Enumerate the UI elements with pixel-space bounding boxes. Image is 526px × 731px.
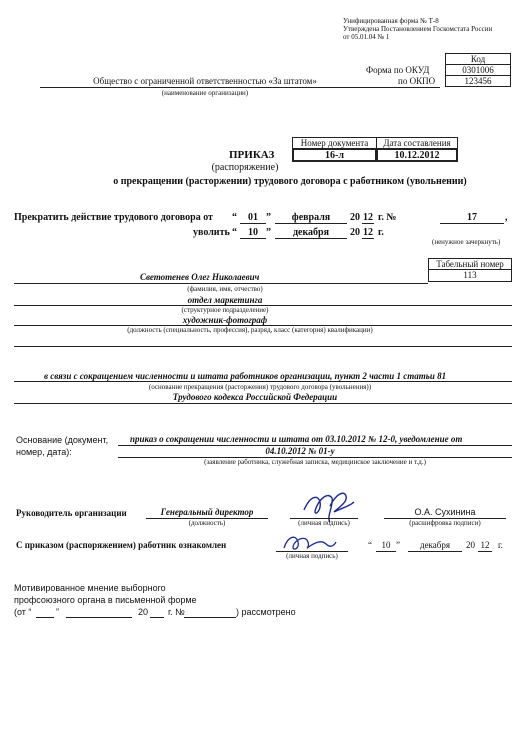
ack-yr-prefix: 20	[466, 540, 475, 550]
tabel-value: 113	[463, 270, 477, 280]
docnum-label: Номер документа	[300, 138, 369, 148]
comma: ,	[505, 212, 508, 223]
docdate-value-cell	[376, 148, 458, 162]
ack-open-quote: “	[368, 540, 372, 550]
union-line-1: Мотивированное мнение выборного	[14, 583, 166, 593]
okud-label: Форма по ОКУД	[366, 65, 430, 75]
employee-name-underline	[14, 283, 428, 284]
union-line-3-end: ) рассмотрено	[236, 607, 296, 617]
form-approval-date: от 05.01.04 № 1	[343, 33, 390, 41]
ack-year: 12	[480, 540, 490, 550]
head-name: О.А. Сухинина	[414, 507, 476, 517]
okpo-label: по ОКПО	[398, 76, 436, 86]
strike-caption: (ненужное зачеркнуть)	[432, 238, 501, 246]
union-month-blank	[66, 617, 132, 618]
ack-day-underline	[376, 551, 396, 552]
organization-caption: (наименование организации)	[161, 89, 249, 97]
okud-value: 0301006	[462, 65, 494, 75]
head-sign-caption: (личная подпись)	[298, 519, 350, 527]
basis-text-1: приказ о сокращении численности и штата от 03.10.2012 № 12-0, уведомление от	[130, 434, 463, 444]
union-year-blank	[150, 617, 164, 618]
basis-caption: (заявление работника, служебная записка, медицинское заключение и т.д.)	[204, 458, 426, 466]
basis-text-2: 04.10.2012 № 01-у	[265, 446, 335, 456]
kod-label: Код	[470, 54, 486, 64]
union-day-blank	[36, 617, 54, 618]
year1: 12	[363, 212, 373, 223]
docdate-value: 10.12.2012	[394, 150, 440, 161]
ack-close-quote: ”	[396, 540, 400, 550]
okpo-value: 123456	[464, 76, 492, 86]
ack-day: 10	[381, 540, 391, 550]
head-position: Генеральный директор	[160, 507, 254, 517]
subject-title: о прекращении (расторжении) трудового договора с работником (увольнении)	[113, 176, 467, 187]
reason-caption: (основание прекращения (расторжения) трудового договора (увольнения))	[148, 383, 372, 391]
open-quote-2: “	[232, 227, 237, 238]
yr-prefix-2: 20	[350, 227, 360, 238]
docnum-value: 16-л	[325, 150, 344, 161]
yr-prefix-1: 20	[350, 212, 360, 223]
prikaz-title: ПРИКАЗ	[229, 149, 275, 161]
year1-underline	[362, 223, 374, 224]
close-quote-1: ”	[266, 212, 271, 223]
reason-code: Трудового кодекса Российской Федерации	[172, 392, 338, 402]
ack-month: декабря	[419, 540, 451, 550]
ack-g: г.	[498, 540, 503, 550]
ack-month-underline	[408, 551, 462, 552]
head-name-caption: (расшифровка подписи)	[409, 519, 481, 527]
tabel-label: Табельный номер	[436, 259, 504, 269]
acquainted-label: С приказом (распоряжением) работник ознакомлен	[16, 540, 227, 550]
contract-number: 17	[467, 212, 477, 223]
form-header	[343, 17, 523, 41]
dismiss-label: уволить	[193, 227, 230, 238]
union-line-3-num: г. №	[168, 607, 185, 617]
reason-text: в связи с сокращением численности и штата работников организации, пункт 2 части 1 статьи 81	[44, 371, 447, 381]
close-quote-2: ”	[266, 227, 271, 238]
day2: 10	[248, 227, 258, 238]
tabel-value-cell	[428, 269, 512, 282]
form-number: Унифицированная форма № Т-8	[343, 17, 439, 25]
basis-label-2: номер, дата):	[16, 447, 72, 457]
open-quote-1: “	[232, 212, 237, 223]
day2-underline	[240, 238, 266, 239]
union-number-blank	[184, 617, 236, 618]
organization-underline	[40, 87, 440, 88]
day1: 01	[248, 212, 258, 223]
year2-underline	[362, 238, 374, 239]
rasp-title: (распоряжение)	[211, 162, 279, 173]
ack-sign-caption: (личная подпись)	[286, 552, 338, 560]
position-caption: (должность (специальность, профессия), разряд, класс (категория) квалификации)	[127, 326, 373, 334]
month2: декабря	[292, 227, 330, 238]
month1: февраля	[291, 212, 331, 223]
employee-name-caption: (фамилия, имя, отчество)	[187, 285, 263, 293]
organization-name: Общество с ограниченной ответственностью «За штатом»	[93, 76, 317, 86]
day1-underline	[240, 223, 266, 224]
reason-underline	[14, 381, 512, 382]
basis-label-1: Основание (документ,	[16, 435, 109, 445]
head-label: Руководитель организации	[16, 508, 127, 518]
employee-dept: отдел маркетинга	[187, 295, 263, 305]
dept-caption: (структурное подразделение)	[181, 306, 269, 314]
form-approval: Утверждена Постановлением Госкомстата России	[343, 25, 493, 33]
contract-number-underline	[440, 223, 504, 224]
docnum-value-cell	[292, 148, 377, 162]
union-line-3-year: 20	[138, 607, 149, 617]
union-line-3-quote: ”	[56, 607, 59, 617]
position-extra-line	[14, 346, 512, 347]
g-2: г.	[378, 227, 384, 238]
head-position-caption: (должность)	[188, 519, 226, 527]
terminate-label: Прекратить действие трудового договора от	[14, 212, 213, 223]
employee-name: Светотенев Олег Николаевич	[140, 272, 260, 282]
union-line-3-start: (от “	[14, 607, 32, 617]
ack-year-underline	[478, 551, 492, 552]
month1-underline	[275, 223, 347, 224]
employee-position: художник-фотограф	[182, 315, 268, 325]
g-num-1: г. №	[378, 212, 397, 223]
reason-code-underline	[14, 403, 512, 404]
year2: 12	[363, 227, 373, 238]
docdate-label: Дата составления	[383, 138, 451, 148]
okpo-cell	[445, 75, 511, 87]
month2-underline	[275, 238, 347, 239]
union-line-2: профсоюзного органа в письменной форме	[14, 595, 197, 605]
